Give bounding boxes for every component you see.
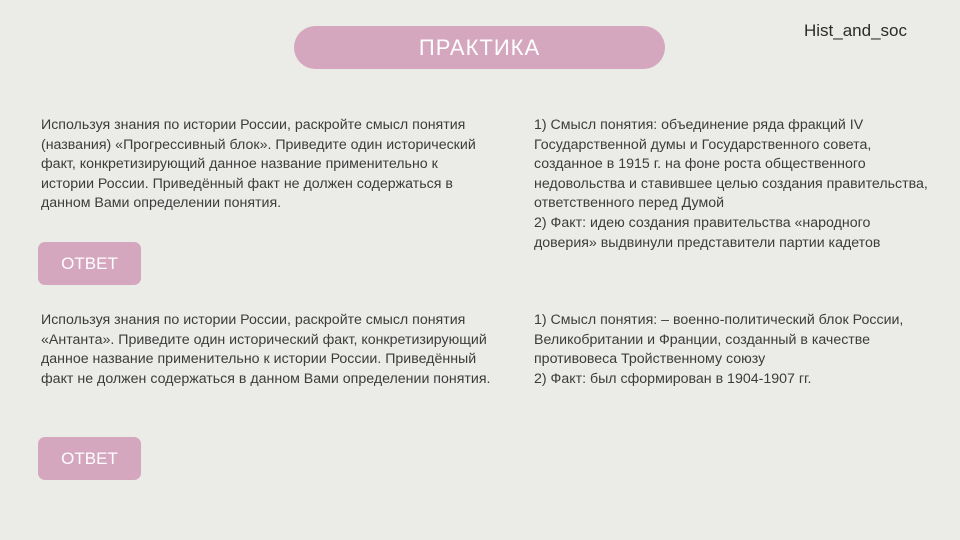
page-title: ПРАКТИКА bbox=[418, 34, 541, 60]
brand-label: Hist_and_soc bbox=[804, 21, 908, 40]
answer-1-text: 1) Смысл понятия: объединение ряда фракций IV Государственной думы и Государственного совета, созданное в 1915 г. на фоне роста общественного недовольства и ставившее целью создания правительства, ответственного перед Думой 2) Факт: идею создания правительства «народного доверия» выдвинули представители партии кадетов bbox=[534, 117, 928, 251]
question-2-text: Используя знания по истории России, раскройте смысл понятия «Антанта». Приведите один исторический факт, конкретизирующий данное название применительно к истории России. Приведённый факт не должен содержаться в данном Вами определении понятия. bbox=[41, 312, 491, 387]
answer-button-2[interactable]: ОТВЕТ bbox=[38, 437, 141, 480]
page-title-banner bbox=[294, 26, 665, 69]
answer-button-1[interactable]: ОТВЕТ bbox=[38, 242, 141, 285]
question-1-text: Используя знания по истории России, раскройте смысл понятия (названия) «Прогрессивный блок». Приведите один исторический факт, конкретизирующий данное название применительно к истории России. Приведённый факт не должен содержаться в данном Вами определении понятия. bbox=[41, 117, 476, 212]
answer-2-text: 1) Смысл понятия: – военно-политический блок России, Великобритании и Франции, созданный в качестве противовеса Тройственному союзу 2) Факт: был сформирован в 1904-1907 гг. bbox=[534, 312, 904, 387]
